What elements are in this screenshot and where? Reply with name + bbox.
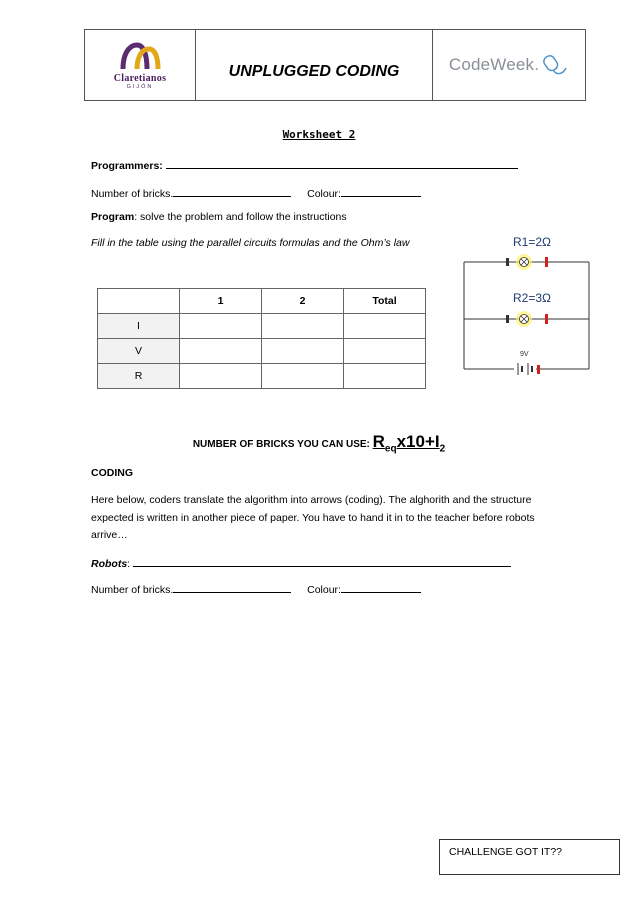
programmers-row <box>91 158 518 172</box>
header-table <box>84 29 586 101</box>
bricks-formula-row <box>0 432 638 454</box>
title-cell <box>196 30 433 100</box>
row-label: V <box>98 339 180 364</box>
r2-label: R2=3Ω <box>513 291 551 305</box>
challenge-box[interactable] <box>439 839 620 875</box>
row-label: R <box>98 364 180 389</box>
table-cell[interactable] <box>344 364 426 389</box>
worksheet-title <box>0 128 638 141</box>
colour-blank-2[interactable] <box>341 582 421 593</box>
instruction-text: Fill in the table using the parallel circuits formulas and the Ohm’s law <box>91 237 410 249</box>
circuit-table <box>97 288 426 389</box>
programmers-label: Programmers: <box>91 160 163 172</box>
challenge-text: CHALLENGE GOT IT?? <box>449 846 563 858</box>
logo-name: Claretianos <box>113 72 167 84</box>
table-row <box>98 339 426 364</box>
claretianos-logo-icon <box>117 41 163 71</box>
colour-blank[interactable] <box>341 186 421 197</box>
mouse-cursor-icon <box>539 52 569 78</box>
bricks-blank[interactable] <box>173 186 291 197</box>
formula-eq: eq <box>384 443 397 455</box>
bricks-formula <box>372 432 446 455</box>
bricks-formula-label: NUMBER OF BRICKS YOU CAN USE: <box>192 439 373 450</box>
bricks-label-2: Number of bricks. <box>91 584 174 596</box>
parallel-circuit-diagram <box>458 228 598 388</box>
r1-label: R1=2Ω <box>513 235 551 249</box>
table-cell[interactable] <box>262 314 344 339</box>
coding-heading: CODING <box>91 467 133 479</box>
lamp-2-icon <box>516 311 532 327</box>
table-row <box>98 364 426 389</box>
bricks-row-2 <box>91 582 421 596</box>
table-header-cell: 2 <box>262 289 344 314</box>
table-cell[interactable] <box>344 339 426 364</box>
colour-label-2: Colour: <box>307 584 341 596</box>
worksheet-title-text: Worksheet 2 <box>282 128 356 141</box>
table-header-cell <box>98 289 180 314</box>
robots-blank[interactable] <box>133 556 511 567</box>
formula-r: R <box>372 432 385 451</box>
program-label: Program <box>91 211 135 223</box>
table-cell[interactable] <box>180 339 262 364</box>
bricks-blank-2[interactable] <box>173 582 291 593</box>
table-header-cell: Total <box>344 289 426 314</box>
logo-cell <box>85 30 196 100</box>
brand-cell <box>433 30 585 100</box>
logo-subtitle: GIJÓN <box>126 83 154 90</box>
formula-mid: x10+I <box>396 432 440 451</box>
battery-label: 9V <box>520 351 529 358</box>
formula-two: 2 <box>439 443 446 455</box>
row-label: I <box>98 314 180 339</box>
table-header-cell: 1 <box>180 289 262 314</box>
table-cell[interactable] <box>180 314 262 339</box>
page-title: UNPLUGGED CODING <box>228 63 400 80</box>
robots-colon: : <box>127 558 131 570</box>
colour-label: Colour: <box>307 188 341 200</box>
coding-paragraph: Here below, coders translate the algorithm into arrows (coding). The alghorith and the structure expected is written in another piece of paper. You have to hand it in to the teacher before robots arrive… <box>91 494 535 541</box>
program-text: : solve the problem and follow the instructions <box>134 211 347 223</box>
programmers-blank[interactable] <box>166 158 518 169</box>
table-cell[interactable] <box>344 314 426 339</box>
bricks-label: Number of bricks. <box>91 188 174 200</box>
robots-row <box>91 556 511 570</box>
robots-label: Robots <box>91 558 128 570</box>
lamp-1-icon <box>516 254 532 270</box>
bricks-row <box>91 186 421 200</box>
table-cell[interactable] <box>180 364 262 389</box>
program-row <box>91 211 347 223</box>
table-header-row <box>98 289 426 314</box>
table-cell[interactable] <box>262 339 344 364</box>
codeweek-brand: CodeWeek. <box>448 55 540 74</box>
table-row <box>98 314 426 339</box>
table-cell[interactable] <box>262 364 344 389</box>
